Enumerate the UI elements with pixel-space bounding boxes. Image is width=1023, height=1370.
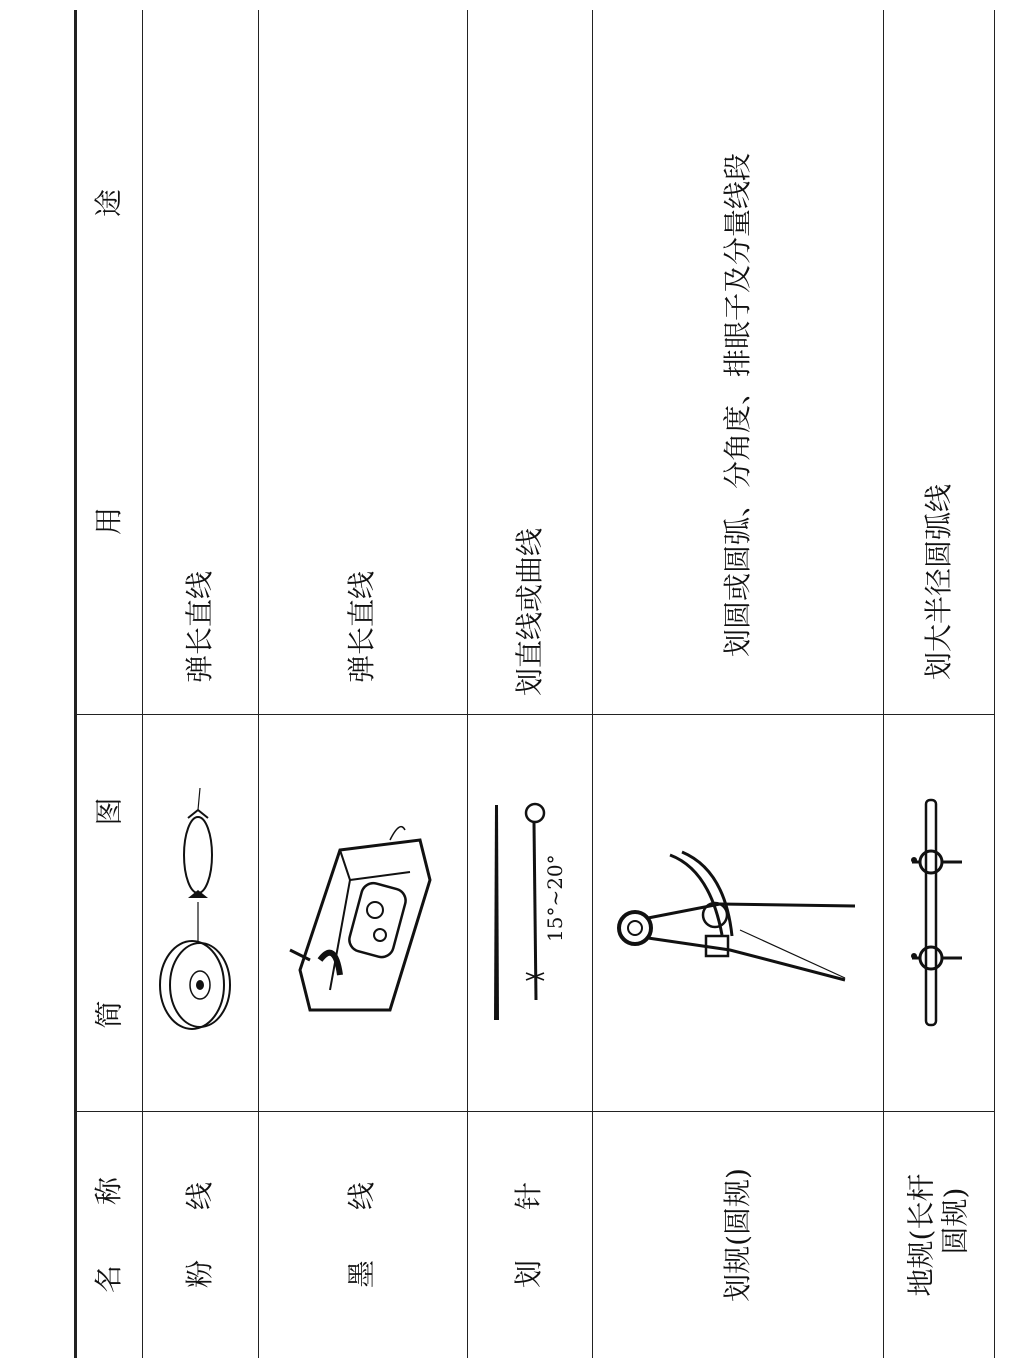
row-name-char: 线 [183,1181,216,1210]
header-figure [93,797,127,1028]
header-name-char: 称 [92,1176,126,1205]
row-name [513,1181,547,1287]
row-name-line: 圆规) [938,1187,972,1254]
row-name-char: 粉 [183,1259,216,1288]
header-use [93,189,127,535]
header-name-char: 名 [92,1264,126,1293]
ink-line-box-icon [280,810,450,1020]
header-figure-char: 图 [92,796,126,825]
dividers-compass-icon [610,840,870,990]
row-name-char: 划 [512,1259,546,1288]
row-use-text: 划直线或曲线 [512,527,546,697]
row-use-text: 划大半径圆弧线 [921,483,955,681]
row-name [183,1181,217,1287]
header-name [93,1176,127,1292]
row-name [346,1181,380,1287]
row-name-line: 地规(长杆 [904,1173,938,1296]
row-name-char: 线 [345,1181,379,1210]
row-use-text: 弹长直线 [182,570,216,684]
row-divider [994,10,995,1358]
row-name-char: 针 [512,1181,546,1210]
header-use-char: 用 [92,507,126,536]
row-name [905,1173,973,1296]
row-name: 划规(圆规) [720,1167,754,1302]
column-divider [74,714,995,715]
row-use-text: 弹长直线 [345,570,379,684]
header-figure-char: 简 [92,1000,126,1029]
row-use-text: 划圆或圆弧、分角度、排眼子及分量线段 [720,152,754,657]
angle-label: 15°~20° [543,854,567,942]
chalk-line-reel-icon [150,780,250,1040]
header-use-char: 途 [92,188,126,217]
trammel-beam-compass-icon [900,790,980,1035]
row-name-char: 墨 [345,1259,379,1288]
